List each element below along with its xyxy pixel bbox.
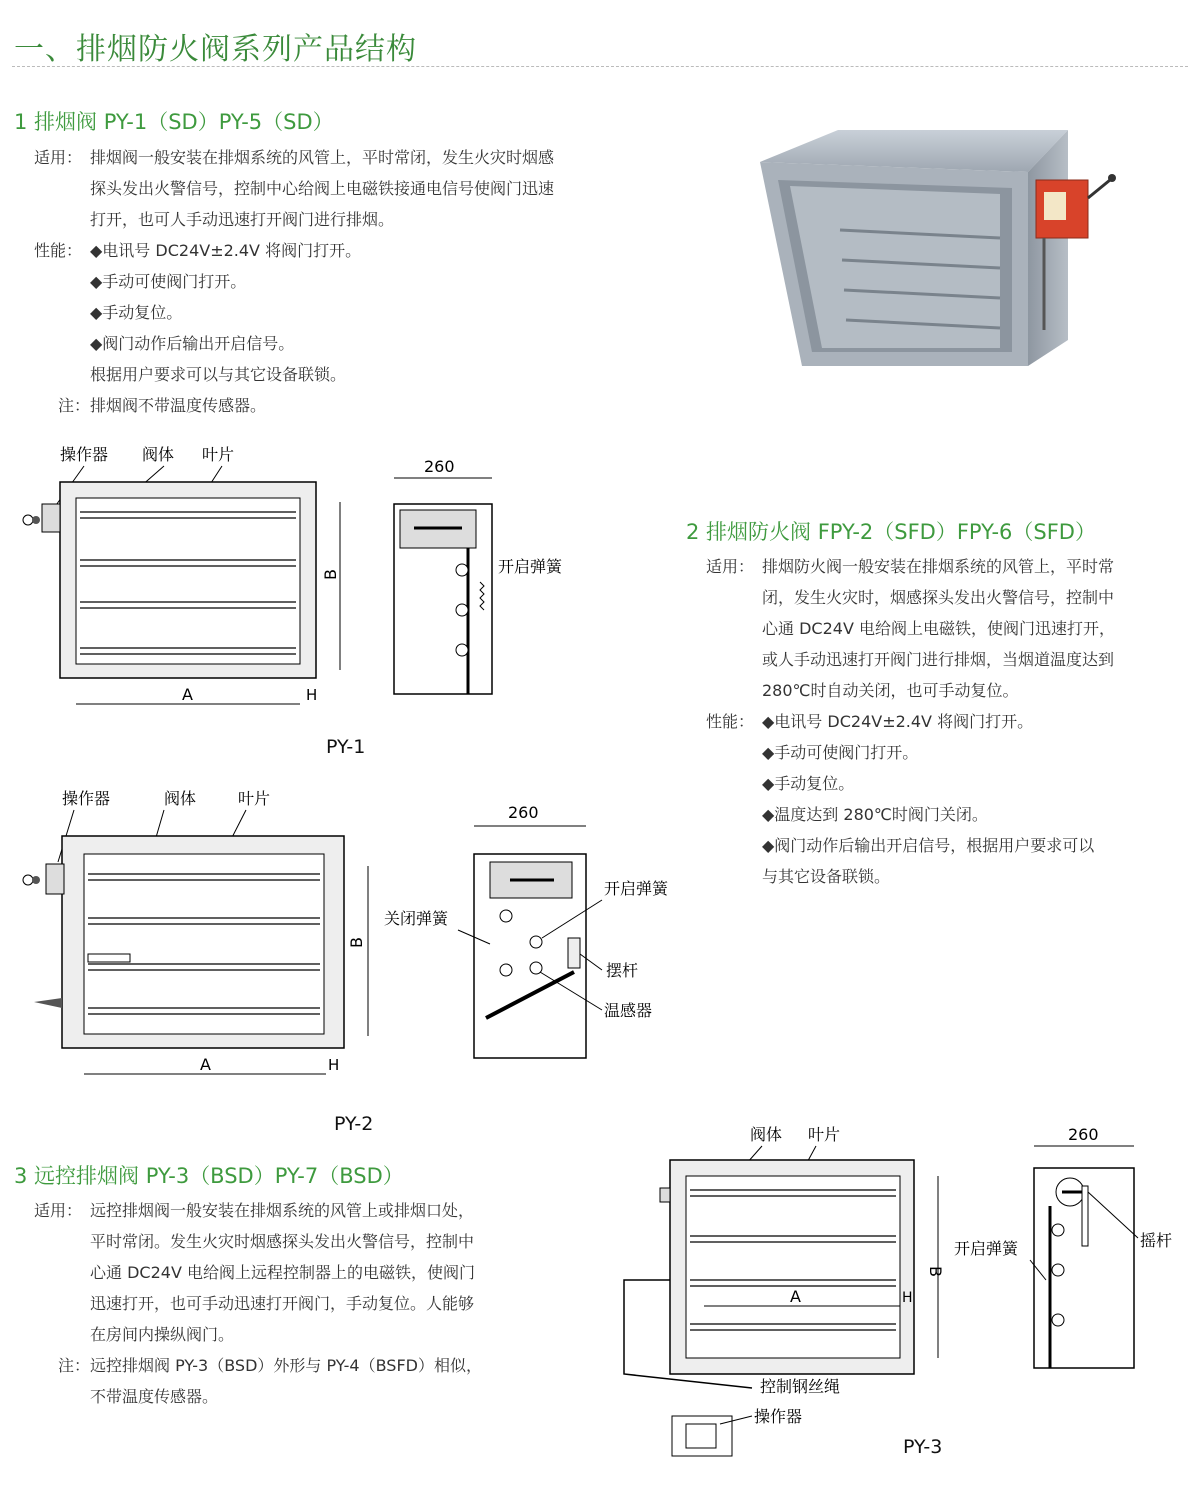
label-operator: 操作器 xyxy=(754,1407,803,1426)
dim-260: 260 xyxy=(508,803,539,822)
usage-line: 280℃时自动关闭，也可手动复位。 xyxy=(762,681,1019,700)
label-blade: 叶片 xyxy=(808,1125,841,1144)
dim-a: A xyxy=(200,1055,211,1074)
perf-line: ◆手动复位。 xyxy=(90,303,183,322)
caption-py2: PY-2 xyxy=(334,1113,374,1135)
usage-line: 或人手动迅速打开阀门进行排烟，当烟道温度达到 xyxy=(762,650,1115,669)
note-line: 远控排烟阀 PY-3（BSD）外形与 PY-4（BSFD）相似， xyxy=(90,1356,482,1375)
label-cable: 控制钢丝绳 xyxy=(760,1377,841,1396)
dim-260: 260 xyxy=(424,457,455,476)
perf-line: 与其它设备联锁。 xyxy=(762,867,891,886)
label-body: 阀体 xyxy=(750,1125,783,1144)
usage-line: 心通 DC24V 电给阀上电磁铁，使阀门迅速打开， xyxy=(762,619,1115,638)
usage-line: 排烟阀一般安装在排烟系统的风管上，平时常闭，发生火灾时烟感 xyxy=(90,148,555,167)
label-sensor: 温感器 xyxy=(604,1001,653,1020)
note-label: 注： xyxy=(57,1356,90,1375)
note-label: 注： xyxy=(57,396,90,415)
py2-front-diagram xyxy=(14,780,384,1080)
dim-a: A xyxy=(182,685,193,704)
label-spring-open: 开启弹簧 xyxy=(498,557,563,576)
usage-label: 适用： xyxy=(34,148,83,167)
dim-h: H xyxy=(306,686,318,704)
perf-line: ◆阀门动作后输出开启信号，根据用户要求可以 xyxy=(762,836,1095,855)
usage-line: 心通 DC24V 电给阀上远程控制器上的电磁铁，使阀门 xyxy=(90,1263,475,1282)
usage-line: 打开，也可人手动迅速打开阀门进行排烟。 xyxy=(90,210,395,229)
label-spring-open: 开启弹簧 xyxy=(954,1239,1019,1258)
perf-label: 性能： xyxy=(706,712,755,731)
dim-b: B xyxy=(347,937,366,948)
dim-b: B xyxy=(321,569,340,580)
dim-a: A xyxy=(790,1287,801,1306)
valve-photo xyxy=(750,120,1130,380)
dim-h: H xyxy=(328,1056,340,1074)
label-lever: 摆杆 xyxy=(606,961,639,980)
note-line: 排烟阀不带温度传感器。 xyxy=(90,396,267,415)
label-body: 阀体 xyxy=(142,445,175,464)
usage-line: 迅速打开，也可手动迅速打开阀门，手动复位。人能够 xyxy=(90,1294,475,1313)
py2-side-diagram xyxy=(382,796,692,1066)
title-divider xyxy=(12,66,1188,67)
usage-line: 在房间内操纵阀门。 xyxy=(90,1325,235,1344)
label-operator: 操作器 xyxy=(62,789,111,808)
label-blade: 叶片 xyxy=(202,445,235,464)
perf-line: ◆手动复位。 xyxy=(762,774,855,793)
note-line: 不带温度传感器。 xyxy=(90,1387,219,1406)
py3-side-diagram xyxy=(950,1120,1190,1380)
label-body: 阀体 xyxy=(164,789,197,808)
caption-py1: PY-1 xyxy=(326,736,366,758)
usage-line: 闭，发生火灾时，烟感探头发出火警信号，控制中 xyxy=(762,588,1115,607)
py1-front-diagram xyxy=(14,436,354,716)
section-3-text xyxy=(34,1195,594,1412)
caption-py3: PY-3 xyxy=(903,1436,943,1458)
label-spring-open: 开启弹簧 xyxy=(604,879,669,898)
label-blade: 叶片 xyxy=(238,789,271,808)
section-2-heading: 2 排烟防火阀 FPY-2（SFD）FPY-6（SFD） xyxy=(686,520,1096,544)
perf-line: ◆手动可使阀门打开。 xyxy=(762,743,919,762)
perf-line: ◆手动可使阀门打开。 xyxy=(90,272,247,291)
perf-line: ◆温度达到 280℃时阀门关闭。 xyxy=(762,805,988,824)
usage-line: 排烟防火阀一般安装在排烟系统的风管上，平时常 xyxy=(762,557,1115,576)
label-crank: 摇杆 xyxy=(1140,1231,1173,1250)
py3-front-diagram xyxy=(612,1120,962,1460)
usage-label: 适用： xyxy=(34,1201,83,1220)
perf-line: ◆电讯号 DC24V±2.4V 将阀门打开。 xyxy=(762,712,1034,731)
perf-line: 根据用户要求可以与其它设备联锁。 xyxy=(90,365,347,384)
perf-line: ◆电讯号 DC24V±2.4V 将阀门打开。 xyxy=(90,241,362,260)
dim-260: 260 xyxy=(1068,1125,1099,1144)
label-spring-close: 关闭弹簧 xyxy=(384,909,449,928)
page-title: 一、排烟防火阀系列产品结构 xyxy=(14,32,417,67)
usage-line: 平时常闭。发生火灾时烟感探头发出火警信号，控制中 xyxy=(90,1232,475,1251)
section-3-heading: 3 远控排烟阀 PY-3（BSD）PY-7（BSD） xyxy=(14,1164,404,1188)
label-operator: 操作器 xyxy=(60,445,109,464)
perf-label: 性能： xyxy=(34,241,83,260)
usage-label: 适用： xyxy=(706,557,755,576)
section-2-text xyxy=(706,551,1196,892)
usage-line: 探头发出火警信号，控制中心给阀上电磁铁接通电信号使阀门迅速 xyxy=(90,179,555,198)
dim-b: B xyxy=(926,1266,945,1277)
dim-h: H xyxy=(902,1290,913,1306)
section-1-heading: 1 排烟阀 PY-1（SD）PY-5（SD） xyxy=(14,110,334,134)
py1-side-diagram xyxy=(384,452,584,702)
usage-line: 远控排烟阀一般安装在排烟系统的风管上或排烟口处， xyxy=(90,1201,475,1220)
section-1-text xyxy=(34,142,674,421)
perf-line: ◆阀门动作后输出开启信号。 xyxy=(90,334,295,353)
